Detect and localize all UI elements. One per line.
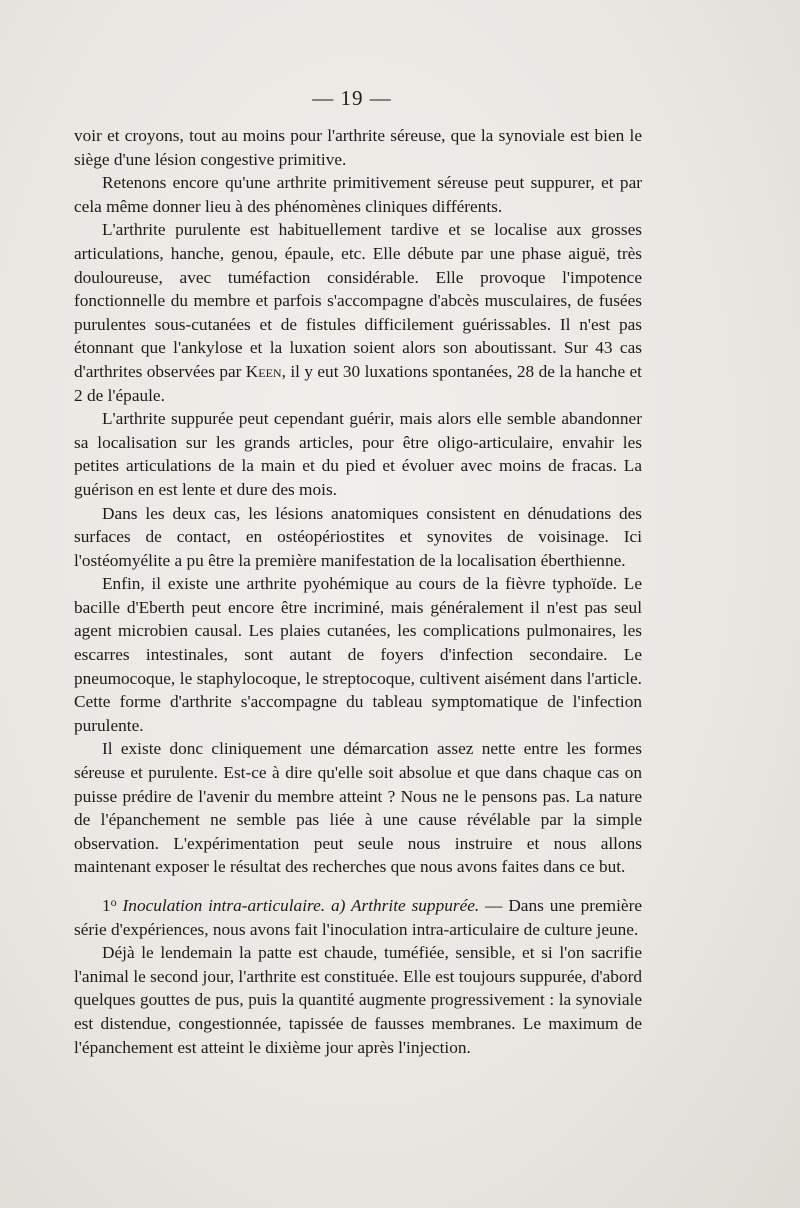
paragraph-text: , il y eut 30 luxations spontanées, 28 de la hanche et 2 de l'épaule.	[74, 361, 642, 405]
paragraph-healing: L'arthrite suppurée peut cependant guérir, mais alors elle semble abandonner sa localisation sur les grands articles, pour être oligo-articulaire, envahir les petites articulations de la main et du pied et évoluer avec moins de fracas. La guérison en est lente et dure des mois.	[74, 409, 642, 499]
paragraph-text: L'arthrite purulente est habituellement tardive et se localise aux grosses articulations, hanche, genou, épaule, etc. Elle débute par une phase aiguë, très douloureuse, avec tuméfaction considérable. Elle provoque l'impotence fonctionnelle du membre et parfois s'accompagne d'abcès musculaires, de fusées purulentes sous-cutanées et de fistules difficilement guérissables. Il n'est pas étonnant que l'ankylose et la luxation soient alors son aboutissant. Sur 43 cas d'arthrites observées par	[74, 220, 642, 381]
paragraph-demarcation: Il existe donc cliniquement une démarcation assez nette entre les formes séreuse et purulente. Est-ce à dire qu'elle soit absolue et que dans chaque cas on puisse prédire de l'avenir du membre atteint ? Nous ne le pensons pas. La nature de l'épanchement ne semble pas liée à une cause révélable par la simple observation. L'expérimentation peut seule nous instruire et nous allons maintenant exposer le résultat des recherches que nous avons faites dans ce but.	[74, 739, 642, 877]
section-degree: o	[110, 895, 117, 909]
paragraph-text: — Dans une première série d'expériences, nous avons fait l'inoculation intra-articulaire de culture jeune.	[74, 896, 642, 939]
paragraph-pyohemic: Enfin, il existe une arthrite pyohémique au cours de la fièvre typhoïde. Le bacille d'Eberth peut encore être incriminé, mais généralement il n'est pas seul agent microbien causal. Les plaies cutanées, les complications pulmonaires, les escarres intestinales, sont autant de foyers d'infection secondaire. Le pneumocoque, le staphylocoque, le streptocoque, cultivent aisément dans l'article. Cette forme d'arthrite s'accompagne du tableau symptomatique de l'infection purulente.	[74, 574, 642, 735]
body-text	[74, 124, 642, 1059]
paragraph-continuation: voir et croyons, tout au moins pour l'arthrite séreuse, que la synoviale est bien le siège d'une lésion congestive primitive.	[74, 126, 642, 169]
page-number: — 19 —	[312, 86, 392, 110]
paragraph-inoculation	[74, 891, 642, 941]
paragraph-lesions: Dans les deux cas, les lésions anatomiques consistent en dénudations des surfaces de contact, en ostéopériostites et synovites de voisinage. Ici l'ostéomyélite a pu être la première manifestation de la localisation éberthienne.	[74, 503, 642, 570]
paragraph-observation: Déjà le lendemain la patte est chaude, tuméfiée, sensible, et si l'on sacrifie l'animal le second jour, l'arthrite est constituée. Elle est toujours suppurée, d'abord quelques gouttes de pus, puis la quantité augmente progressivement : la synoviale est distendue, congestionnée, tapissée de fausses membranes. Le maximum de l'épanchement est atteint le dixième jour après l'injection.	[74, 943, 642, 1057]
author-name: Keen	[245, 361, 282, 381]
section-number: 1	[102, 896, 111, 915]
paragraph-purulent-arthritis	[74, 218, 642, 407]
section-title: Inoculation intra-articulaire. a) Arthrite suppurée.	[122, 896, 480, 915]
paragraph-suppuration: Retenons encore qu'une arthrite primitivement séreuse peut suppurer, et par cela même donner lieu à des phénomènes cliniques différents.	[74, 173, 642, 216]
